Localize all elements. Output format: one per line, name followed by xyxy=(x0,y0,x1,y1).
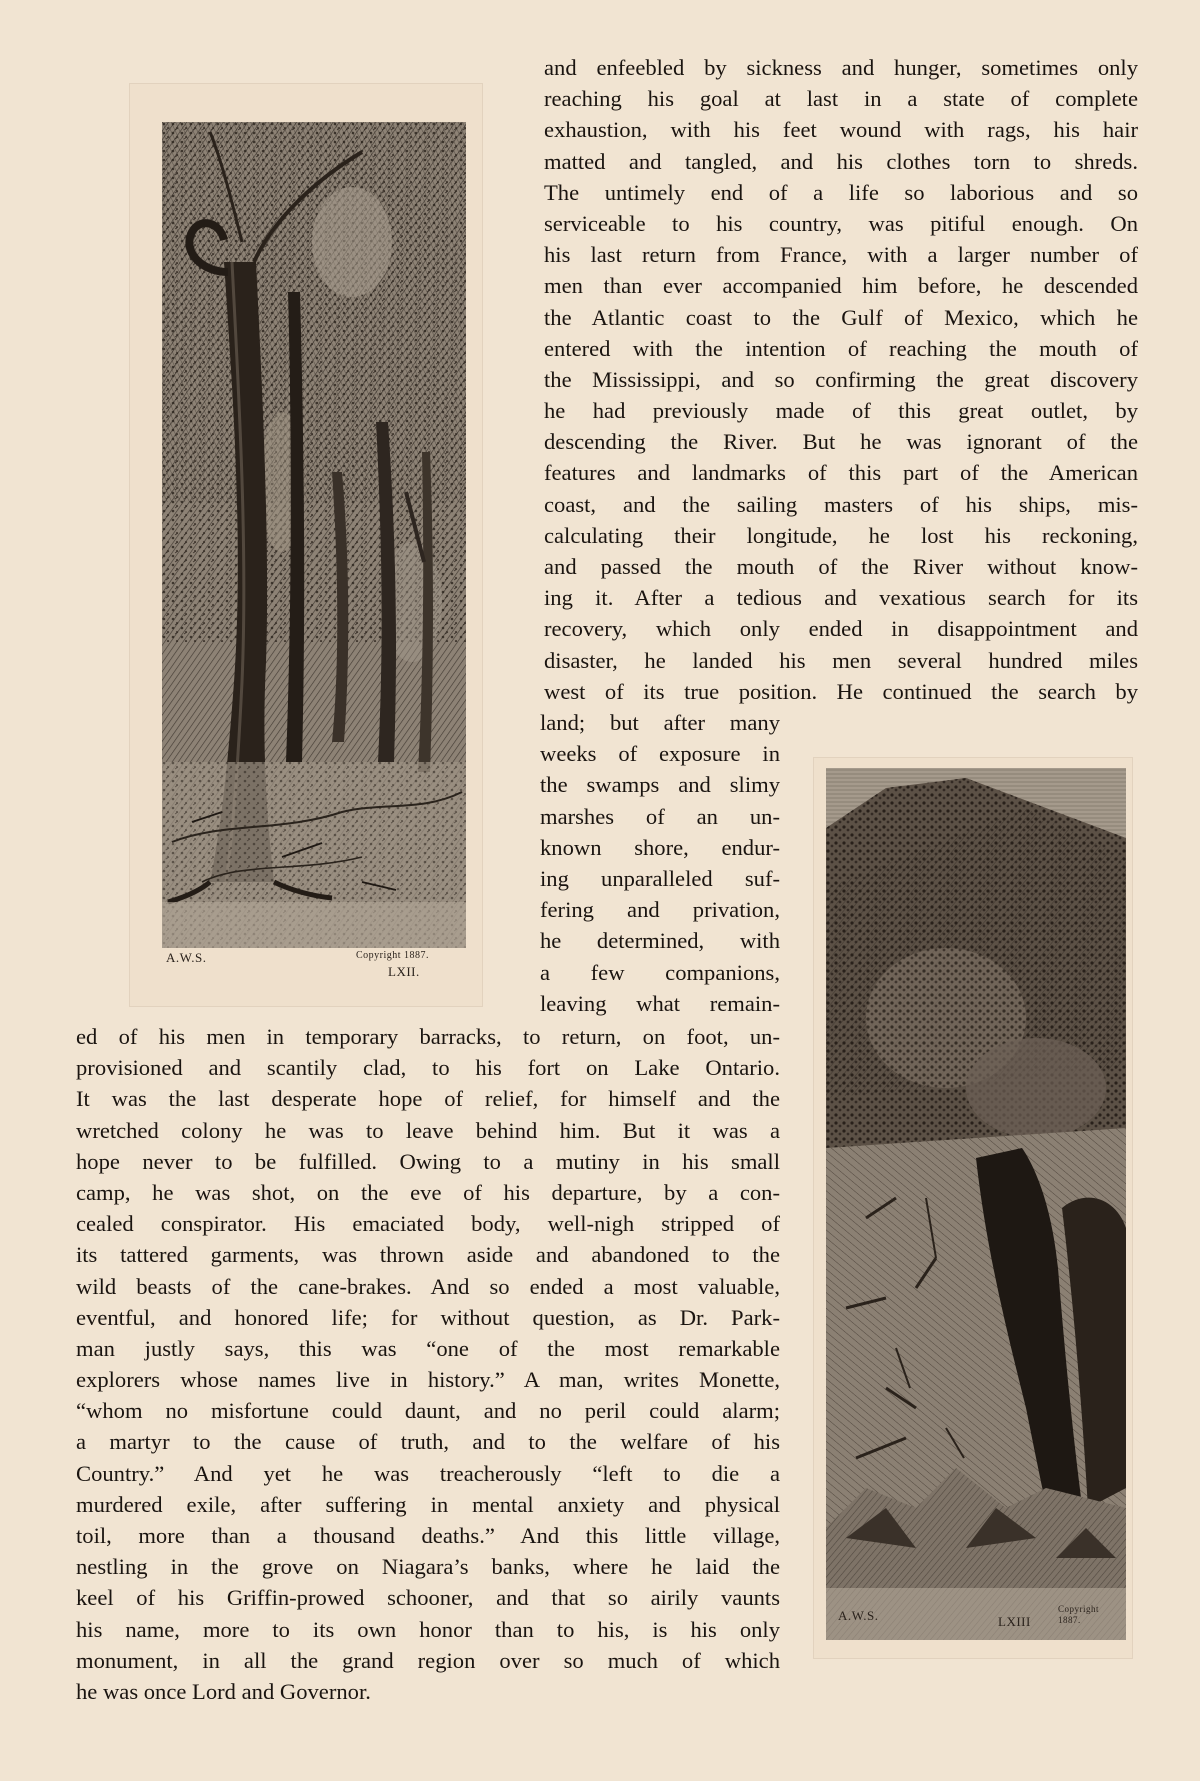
text-line: ing unparalleled suf- xyxy=(540,865,780,891)
plate-monogram: A.W.S. xyxy=(166,950,207,965)
text-line: eventful, and honored life; for without question, as Dr. Park- xyxy=(76,1304,780,1330)
text-line: his last return from France, with a larger number of xyxy=(544,242,1138,268)
text-line: serviceable to his country, was pitiful enough. On xyxy=(544,210,1138,236)
etching-plate-forest xyxy=(130,84,482,1006)
plate-numeral: LXII. xyxy=(388,964,420,979)
text-line: reaching his goal at last in a state of complete xyxy=(544,86,1138,112)
text-left-column xyxy=(76,1021,780,1707)
text-line: hope never to be fulfilled. Owing to a mutiny in his small xyxy=(76,1148,780,1174)
text-right-column xyxy=(544,52,1138,707)
plate-numeral: LXIII xyxy=(998,1614,1031,1629)
text-line: disaster, he landed his men several hundred miles xyxy=(544,647,1138,673)
etching-plate-cliff xyxy=(814,758,1132,1658)
text-line: he was once Lord and Governor. xyxy=(76,1678,371,1704)
text-line: ing it. After a tedious and vexatious search for its xyxy=(544,585,1138,611)
text-line: provisioned and scantily clad, to his fort on Lake Ontario. xyxy=(76,1055,780,1081)
text-line: toil, more than a thousand deaths.” And this little village, xyxy=(76,1523,780,1548)
text-line: the Mississippi, and so confirming the great discovery xyxy=(544,366,1138,392)
text-line: land; but after many xyxy=(540,710,780,735)
text-line: marshes of an un- xyxy=(540,803,780,829)
text-line: wretched colony he was to leave behind him. But it was a xyxy=(76,1117,780,1143)
text-line: leaving what remain- xyxy=(540,990,780,1016)
text-middle-column xyxy=(540,707,780,1019)
text-line: recovery, which only ended in disappointment and xyxy=(544,616,1138,642)
text-line: and passed the mouth of the River without know- xyxy=(544,554,1138,579)
text-line: coast, and the sailing masters of his ships, mis- xyxy=(544,491,1138,517)
plate-copyright: Copyright 1887. xyxy=(356,950,430,961)
text-line: he had previously made of this great outlet, by xyxy=(544,398,1138,424)
text-line: nestling in the grove on Niagara’s banks, where he laid the xyxy=(76,1554,780,1580)
text-line: west of its true position. He continued the search by xyxy=(544,678,1138,704)
text-line: he determined, with xyxy=(540,928,780,954)
text-line: exhaustion, with his feet wound with rags, his hair xyxy=(544,117,1138,143)
text-line: a martyr to the cause of truth, and to the welfare of his xyxy=(76,1429,780,1455)
text-line: Country.” And yet he was treacherously “left to die a xyxy=(76,1460,780,1486)
text-line: men than ever accompanied him before, he descended xyxy=(544,273,1138,299)
text-line: man justly says, this was “one of the most remarkable xyxy=(76,1335,780,1361)
text-line: descending the River. But he was ignorant of the xyxy=(544,429,1138,455)
text-line: known shore, endur- xyxy=(540,834,780,860)
text-line: matted and tangled, and his clothes torn to shreds. xyxy=(544,148,1138,174)
text-line: murdered exile, after suffering in mental anxiety and physical xyxy=(76,1491,780,1517)
text-line: the Atlantic coast to the Gulf of Mexico, which he xyxy=(544,304,1138,330)
text-line: camp, he was shot, on the eve of his departure, by a con- xyxy=(76,1179,780,1205)
plate-monogram: A.W.S. xyxy=(838,1608,879,1623)
text-line: The untimely end of a life so laborious and so xyxy=(544,179,1138,205)
text-line: “whom no misfortune could daunt, and no peril could alarm; xyxy=(76,1398,780,1424)
text-line: keel of his Griffin-prowed schooner, and that so airily vaunts xyxy=(76,1585,780,1611)
text-line: weeks of exposure in xyxy=(540,741,780,767)
text-line: the swamps and slimy xyxy=(540,772,780,798)
text-line: and enfeebled by sickness and hunger, sometimes only xyxy=(544,55,1138,80)
text-line: a few companions, xyxy=(540,959,780,985)
text-line: his name, more to its own honor than to his, is his only xyxy=(76,1616,780,1642)
text-line: its tattered garments, was thrown aside and abandoned to the xyxy=(76,1242,780,1268)
plate-copyright: Copyright 1887. xyxy=(1058,1604,1100,1625)
text-line: calculating their longitude, he lost his reckoning, xyxy=(544,522,1138,548)
text-line: explorers whose names live in history.” A man, writes Monette, xyxy=(76,1367,780,1393)
text-line: It was the last desperate hope of relief, for himself and the xyxy=(76,1086,780,1112)
text-line: features and landmarks of this part of the American xyxy=(544,460,1138,486)
text-line: fering and privation, xyxy=(540,897,780,923)
text-line: wild beasts of the cane-brakes. And so ended a most valuable, xyxy=(76,1273,780,1299)
cliff-etching-image xyxy=(826,768,1126,1640)
forest-etching-image xyxy=(162,122,466,948)
text-line: monument, in all the grand region over so much of which xyxy=(76,1647,780,1673)
text-line: cealed conspirator. His emaciated body, well-nigh stripped of xyxy=(76,1211,780,1237)
text-line: ed of his men in temporary barracks, to return, on foot, un- xyxy=(76,1024,780,1049)
text-line: entered with the intention of reaching the mouth of xyxy=(544,335,1138,361)
